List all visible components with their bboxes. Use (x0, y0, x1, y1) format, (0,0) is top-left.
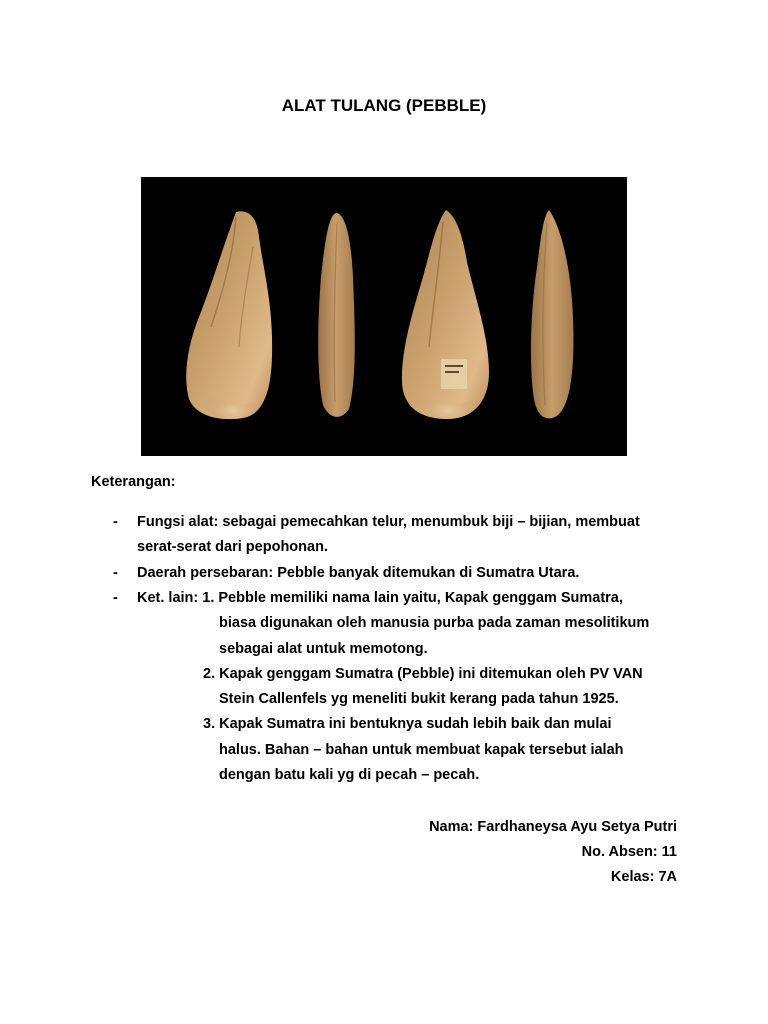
ket-3-line-1: 3. Kapak Sumatra ini bentuknya sudah lebih baik dan mulai (203, 716, 612, 732)
pebble-tools-photo (141, 177, 627, 456)
ket-2-line-2: Stein Callenfels yg meneliti bukit kerang pada tahun 1925. (219, 691, 619, 707)
page-title: ALAT TULANG (PEBBLE) (281, 96, 487, 115)
keterangan-heading: Keterangan: (91, 474, 176, 490)
bullet-dash: - (113, 514, 118, 530)
ket-3-line-2: halus. Bahan – bahan untuk membuat kapak tersebut ialah (219, 742, 624, 758)
ket-3-line-3: dengan batu kali yg di pecah – pecah. (219, 767, 480, 783)
attendance-number: No. Absen: 11 (581, 844, 677, 860)
fungsi-line-2: serat-serat dari pepohonan. (137, 539, 328, 555)
ket-2-line-1: 2. Kapak genggam Sumatra (Pebble) ini ditemukan oleh PV VAN (203, 666, 643, 682)
pebble-tools-illustration (141, 177, 627, 456)
daerah-line: Daerah persebaran: Pebble banyak ditemukan di Sumatra Utara. (137, 565, 580, 581)
ket-lain-line-3: sebagai alat untuk memotong. (219, 641, 428, 657)
bullet-dash: - (113, 565, 118, 581)
ket-lain-line-2: biasa digunakan oleh manusia purba pada zaman mesolitikum (219, 615, 650, 631)
bullet-dash: - (113, 590, 118, 606)
class-label: Kelas: 7A (610, 869, 677, 885)
fungsi-line-1: Fungsi alat: sebagai pemecahkan telur, menumbuk biji – bijian, membuat (137, 514, 640, 530)
ket-lain-line-1: Ket. lain: 1. Pebble memiliki nama lain yaitu, Kapak genggam Sumatra, (137, 590, 623, 606)
student-name: Nama: Fardhaneysa Ayu Setya Putri (429, 819, 677, 835)
